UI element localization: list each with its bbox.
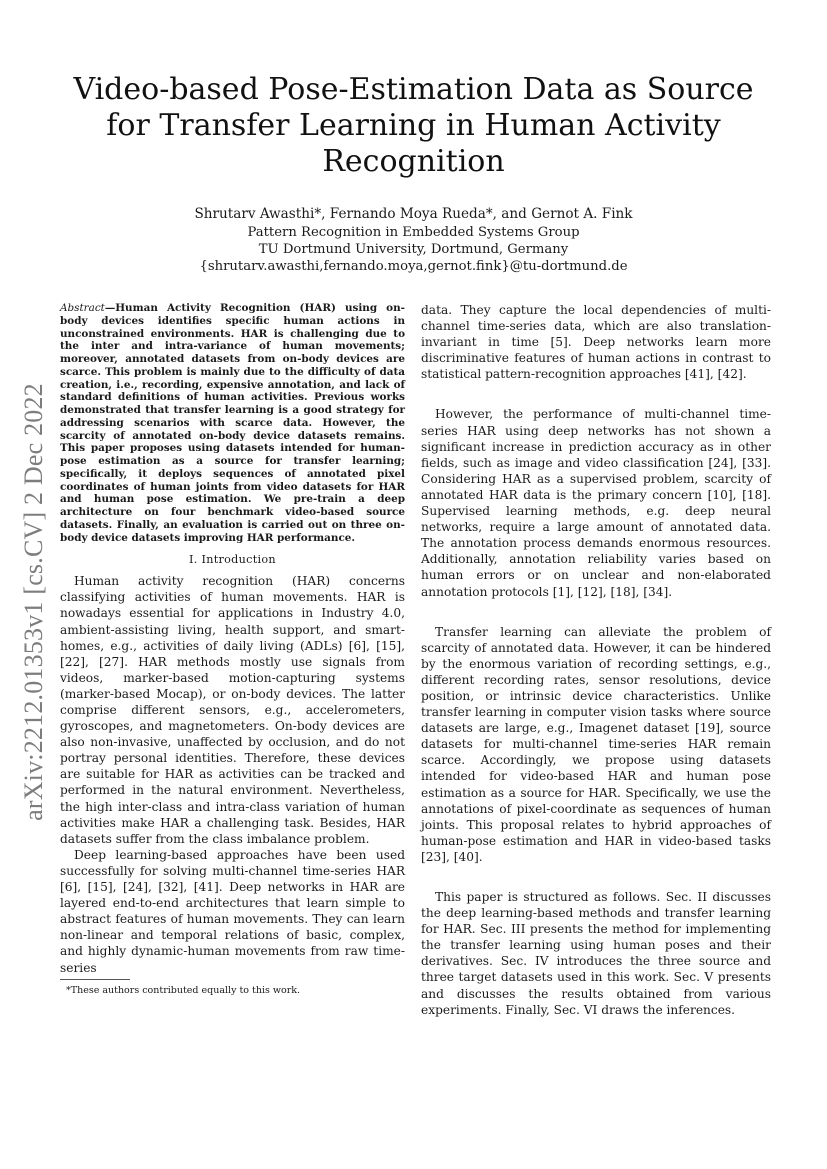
body-paragraph: Human activity recognition (HAR) concerns classifying activities of human movements. HAR is nowadays essential for applications in Industry 4.0, ambient-assisting living, health support, and smart-homes, e.g., activities of daily living (ADLs) [6], [15], [22], [27]. HAR methods mostly use signals from videos, marker-based motion-capturing systems (marker-based Mocap), or on-body devices. The latter comprise different sensors, e.g., accelerometers, gyroscopes, and magnetometers. On-body devices are also non-invasive, unaffected by occlusion, and do not portray personal identities. Therefore, these devices are suitable for HAR as activities can be tracked and performed in the natural environment. Nevertheless, the high inter-class and intra-class variation of human activities make HAR a challenging task. Besides, HAR datasets suffer from the class imbalance problem. bbox=[60, 574, 405, 846]
left-column bbox=[60, 302, 405, 976]
paper-title bbox=[40, 72, 787, 180]
right-column bbox=[421, 302, 771, 1042]
body-paragraph: Transfer learning can alleviate the problem of scarcity of annotated data. However, it can be hindered by the enormous variation of recording settings, e.g., different recording rates, sensor resolutions, device position, or intrinsic device characteristics. Unlike transfer learning in computer vision tasks where source datasets are large, e.g., Imagenet dataset [19], source datasets for multi-channel time-series HAR remain scarce. Accordingly, we propose using datasets intended for video-based HAR and human pose estimation as a source for HAR. Specifically, we use the annotations of pixel-coordinate as sequences of human joints. This proposal relates to hybrid approaches of human-pose estimation and HAR in video-based tasks [23], [40]. bbox=[421, 624, 771, 864]
body-paragraph: Deep learning-based approaches have been used successfully for solving multi-channel time-series HAR [6], [15], [24], [32], [41]. Deep networks in HAR are layered end-to-end architectures that learn simple to abstract features of human movements. They can learn non-linear and temporal relations of basic, complex, and highly dynamic-human movements from raw time-series bbox=[60, 847, 405, 975]
affiliation-university: TU Dortmund University, Dortmund, Germany bbox=[258, 242, 569, 257]
author-names: Shrutarv Awasthi*, Fernando Moya Rueda*, and Gernot A. Fink bbox=[194, 206, 633, 222]
title-line: Video-based Pose-Estimation Data as Source bbox=[73, 72, 754, 107]
arxiv-identifier: arXiv:2212.01353v1 [cs.CV] 2 Dec 2022 bbox=[19, 383, 48, 821]
abstract-text: —Human Activity Recognition (HAR) using on-body devices identifies specific human actions in unconstrained environments. HAR is challenging due to the inter and intra-variance of human movements; moreover, annotated datasets from on-body devices are scarce. This problem is mainly due to the difficulty of data creation, i.e., recording, expensive annotation, and lack of standard definitions of human activities. Previous works demonstrated that transfer learning is a good strategy for addressing scenarios with scarce data. However, the scarcity of annotated on-body device datasets remains. This paper proposes using datasets intended for human-pose estimation as a source for transfer learning; specifically, it deploys sequences of annotated pixel coordinates of human joints from video datasets for HAR and human pose estimation. We pre-train a deep architecture on four benchmark video-based source datasets. Finally, an evaluation is carried out on three on-body device datasets improving HAR performance. bbox=[60, 302, 405, 544]
abstract bbox=[60, 302, 405, 544]
section-heading-introduction: I. Introduction bbox=[189, 553, 276, 567]
body-paragraph: data. They capture the local dependencies of multi-channel time-series data, which are also translation-invariant in time [5]. Deep networks learn more discriminative features of human actions in contrast to statistical pattern-recognition approaches [41], [42]. bbox=[421, 303, 771, 382]
arxiv-sidebar bbox=[12, 367, 56, 837]
body-paragraph: However, the performance of multi-channel time-series HAR using deep networks has not shown a significant increase in prediction accuracy as in other fields, such as image and video classification [24], [33]. Considering HAR as a supervised problem, scarcity of annotated HAR data is the primary concern [10], [18]. Supervised learning methods, e.g. deep neural networks, require a large amount of annotated data. The annotation process demands enormous resources. Additionally, annotation reliability varies based on human errors or on unclear and non-elaborated annotation protocols [1], [12], [18], [34]. bbox=[421, 407, 771, 599]
title-line: for Transfer Learning in Human Activity bbox=[106, 108, 721, 143]
author-block bbox=[100, 206, 727, 275]
affiliation-group: Pattern Recognition in Embedded Systems Group bbox=[247, 225, 580, 240]
footnote-divider bbox=[60, 979, 130, 980]
abstract-lead: Abstract bbox=[60, 302, 105, 314]
title-line: Recognition bbox=[322, 144, 505, 179]
body-paragraph: This paper is structured as follows. Sec. II discusses the deep learning-based methods and transfer learning for HAR. Sec. III presents the method for implementing the transfer learning using human poses and their derivatives. Sec. IV introduces the three source and three target datasets used in this work. Sec. V presents and discusses the results obtained from various experiments. Finally, Sec. VI draws the inferences. bbox=[421, 890, 771, 1017]
author-emails: {shrutarv.awasthi,fernando.moya,gernot.fink}@tu-dortmund.de bbox=[199, 259, 628, 274]
footnote: *These authors contributed equally to this work. bbox=[66, 985, 301, 996]
